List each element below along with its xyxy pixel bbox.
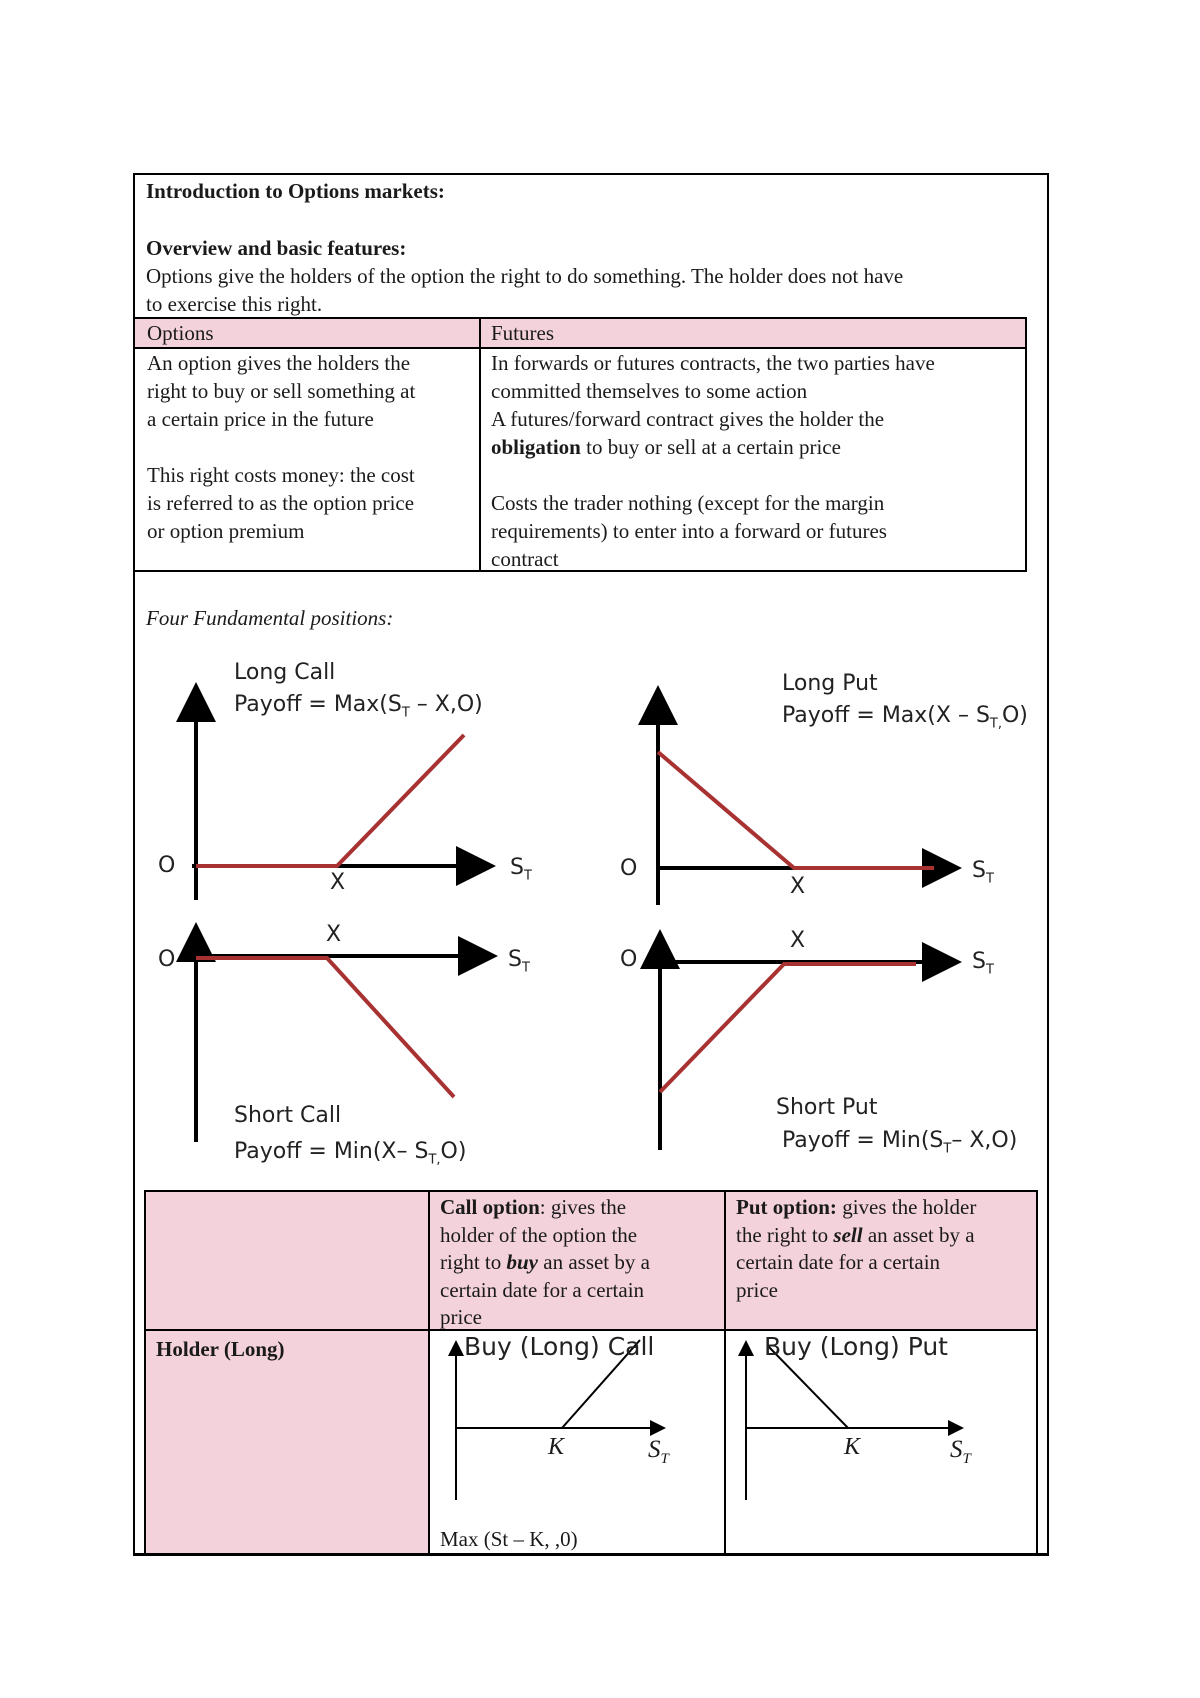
futures-line-1: In forwards or futures contracts, the two parties have	[491, 351, 935, 375]
short-put-payoff-sub: T	[943, 1141, 952, 1157]
put-line-3: certain date for a certain	[736, 1250, 941, 1274]
buy-call-strike: K	[548, 1434, 565, 1460]
short-call-axis-label	[508, 945, 530, 983]
short-call-payoff	[234, 1137, 466, 1175]
max-formula: Max (St – K, ,0)	[440, 1527, 578, 1551]
obligation-word: obligation	[491, 435, 581, 459]
short-put-axis-s: S	[972, 949, 986, 974]
call-buy-word: buy	[506, 1250, 538, 1274]
put-line-1: gives the holder	[836, 1195, 977, 1219]
buy-call-title: Buy (Long) Call	[464, 1332, 655, 1361]
short-call-title: Short Call	[234, 1103, 342, 1128]
buy-call-axis-t: T	[660, 1451, 669, 1467]
put-sell-word: sell	[833, 1222, 863, 1247]
long-put-payoff-line	[658, 752, 934, 868]
overview-line-1: Options give the holders of the option the right to do something. The holder does not have	[146, 264, 904, 288]
call-option-description	[440, 1194, 720, 1332]
row-label-bg	[144, 1330, 428, 1556]
call-line-3-rest: an asset by a	[538, 1250, 650, 1274]
long-put-payoff	[782, 701, 1028, 739]
call-line-3: right to	[440, 1250, 507, 1274]
put-line-4: price	[736, 1277, 778, 1302]
futures-line-4-rest: to buy or sell at a certain price	[580, 435, 841, 459]
holder-long-label: Holder (Long)	[156, 1337, 285, 1361]
call-put-summary-table	[144, 1190, 1038, 1556]
header-options: Options	[147, 321, 214, 345]
options-line-6: is referred to as the option price	[147, 491, 415, 515]
short-call-payoff-prefix: Payoff = Min(X– S	[234, 1139, 429, 1164]
overview-line-2: to exercise this right.	[146, 292, 323, 316]
summary-right-border	[1036, 1190, 1038, 1556]
overview-heading: Overview and basic features:	[146, 236, 407, 260]
long-put-title: Long Put	[782, 671, 878, 696]
futures-line-7: contract	[491, 547, 559, 571]
long-call-axis-label	[510, 853, 532, 891]
short-put-payoff-prefix: Payoff = Min(S	[782, 1128, 944, 1153]
short-put-axis-label	[972, 947, 994, 985]
long-call-payoff-prefix: Payoff = Max(S	[234, 692, 402, 717]
long-call-payoff-sub: T	[401, 705, 410, 721]
short-put-title: Short Put	[776, 1095, 878, 1120]
long-call-strike: X	[330, 870, 346, 895]
long-put-payoff-suffix: O)	[1001, 703, 1028, 728]
futures-line-3: A futures/forward contract gives the holder the	[491, 407, 885, 431]
futures-line-6: requirements) to enter into a forward or futures	[491, 519, 887, 543]
header-futures: Futures	[491, 321, 554, 345]
long-call-axis-t: T	[523, 868, 532, 884]
short-call-strike: X	[326, 922, 342, 947]
futures-line-2: committed themselves to some action	[491, 379, 808, 403]
short-put-strike: X	[790, 928, 806, 953]
short-call-payoff-sub: T,	[428, 1152, 441, 1168]
long-put-axis-s: S	[972, 858, 986, 883]
buy-call-axis-s: S	[648, 1436, 661, 1463]
long-call-payoff-line	[196, 735, 464, 866]
options-line-2: right to buy or sell something at	[147, 379, 416, 403]
buy-put-axis-t: T	[962, 1451, 971, 1467]
positions-heading: Four Fundamental positions:	[146, 606, 394, 630]
summary-divider-2	[724, 1190, 726, 1556]
buy-put-axis-s: S	[950, 1436, 963, 1463]
short-put-axis-t: T	[985, 962, 994, 978]
buy-put-title: Buy (Long) Put	[764, 1332, 948, 1361]
put-option-heading: Put option:	[736, 1195, 837, 1219]
short-call-payoff-line	[196, 958, 454, 1097]
put-line-2-rest: an asset by a	[862, 1222, 975, 1247]
short-put-payoff-line	[660, 964, 916, 1092]
futures-line-5: Costs the trader nothing (except for the margin	[491, 491, 885, 515]
long-call-origin: O	[158, 853, 176, 878]
long-call-axis-s: S	[510, 855, 524, 880]
summary-left-border	[144, 1190, 146, 1556]
short-call-payoff-suffix: O)	[440, 1139, 467, 1164]
long-put-origin: O	[620, 856, 638, 881]
short-call-origin: O	[158, 947, 176, 972]
long-call-payoff-suffix: – X,O)	[409, 692, 483, 717]
call-line-1: : gives the	[539, 1195, 627, 1219]
buy-call-axis-label	[648, 1436, 669, 1474]
long-put-payoff-sub: T,	[989, 716, 1002, 732]
buy-put-axis-label	[950, 1436, 971, 1474]
intro-heading: Introduction to Options markets:	[146, 179, 445, 203]
call-line-5: price	[440, 1305, 482, 1329]
options-line-5: This right costs money: the cost	[147, 463, 415, 487]
buy-put-chart	[730, 1334, 1036, 1534]
put-line-2: the right to	[736, 1222, 834, 1247]
short-put-payoff	[782, 1126, 1017, 1164]
options-line-3: a certain price in the future	[147, 407, 374, 431]
options-line-7: or option premium	[147, 519, 305, 543]
long-call-payoff	[234, 690, 483, 728]
short-put-origin: O	[620, 947, 638, 972]
summary-top-border	[144, 1190, 1038, 1192]
summary-divider-1	[428, 1190, 430, 1556]
put-option-description	[736, 1194, 1036, 1304]
long-put-axis-t: T	[985, 871, 994, 887]
call-option-heading: Call option	[440, 1195, 540, 1219]
short-put-payoff-suffix: – X,O)	[951, 1128, 1018, 1153]
long-call-title: Long Call	[234, 660, 336, 685]
long-put-axis-label	[972, 856, 994, 894]
options-line-1: An option gives the holders the	[147, 351, 411, 375]
short-call-axis-t: T	[521, 960, 530, 976]
call-line-2: holder of the option the	[440, 1222, 638, 1247]
call-line-4: certain date for a certain	[440, 1277, 645, 1302]
buy-put-strike: K	[844, 1434, 861, 1460]
short-call-axis-s: S	[508, 947, 522, 972]
long-put-strike: X	[790, 874, 806, 899]
page-frame-bottom	[133, 1553, 1049, 1556]
buy-call-chart	[434, 1334, 722, 1534]
long-put-payoff-prefix: Payoff = Max(X – S	[782, 703, 990, 728]
